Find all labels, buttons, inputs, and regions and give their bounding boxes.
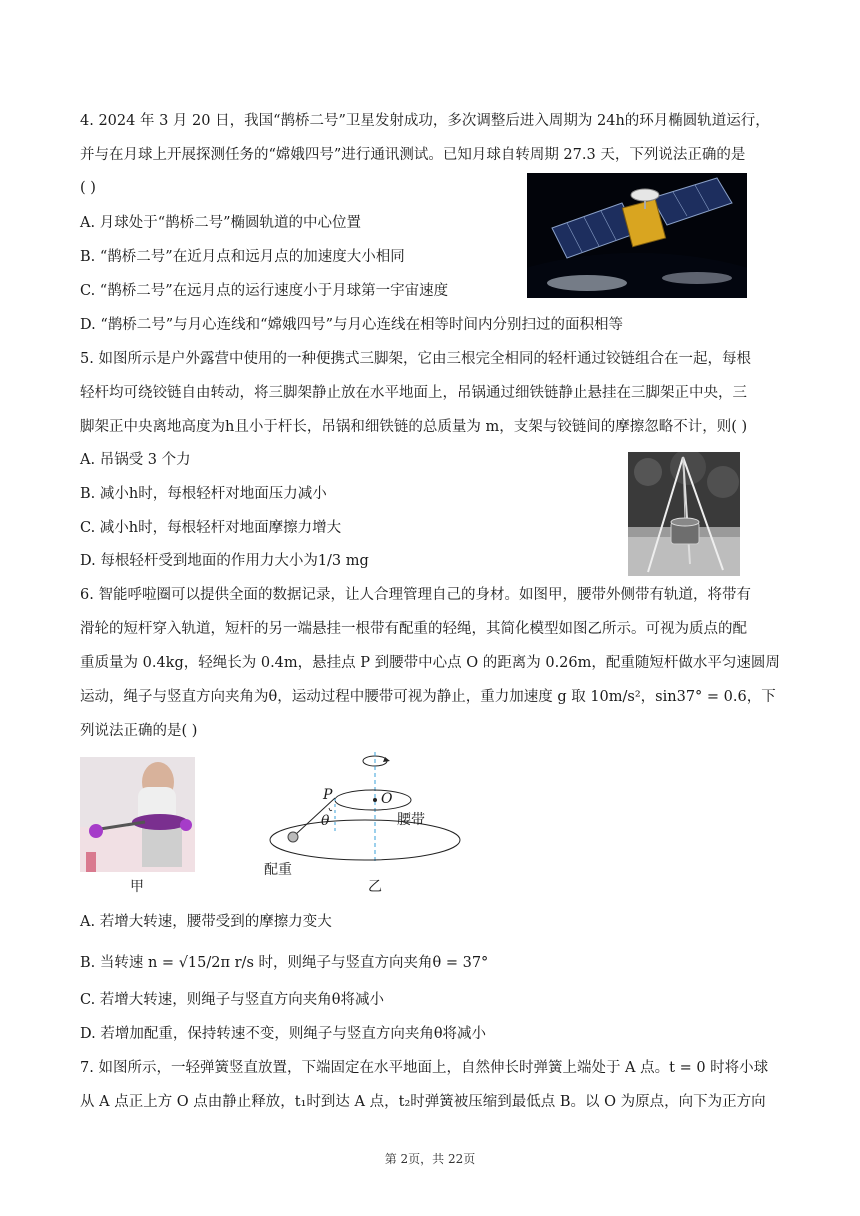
q6-line-2: 滑轮的短杆穿入轨道，短杆的另一端悬挂一根带有配重的轻绳，其简化模型如图乙所示。可视为质点的配 bbox=[80, 621, 747, 637]
q7-line-1: 7. 如图所示，一轻弹簧竖直放置，下端固定在水平地面上，自然伸长时弹簧上端处于 A 点。t = 0 时将小球 bbox=[80, 1060, 769, 1076]
page-footer: 第 2页，共 22页 bbox=[384, 1152, 476, 1166]
label-weight: 配重 bbox=[264, 862, 292, 878]
fig-jia-caption: 甲 bbox=[130, 879, 144, 895]
q6-line-1: 6. 智能呼啦圈可以提供全面的数据记录，让人合理管理自己的身材。如图甲，腰带外侧带有轨道，将带有 bbox=[80, 587, 751, 603]
q4-line-2: 并与在月球上开展探测任务的“嫦娥四号”进行通讯测试。已知月球自转周期 27.3 天，下列说法正确的是 bbox=[80, 147, 746, 163]
label-o: O bbox=[381, 791, 393, 807]
label-belt: 腰带 bbox=[397, 812, 425, 828]
q5-option-b: B. 减小h时，每根轻杆对地面压力减小 bbox=[80, 486, 327, 502]
q6-line-3: 重质量为 0.4kg，轻绳长为 0.4m，悬挂点 P 到腰带中心点 O 的距离为 0.26m，配重随短杆做水平匀速圆周 bbox=[80, 655, 780, 671]
q4-option-c: C. “鹊桥二号”在远月点的运行速度小于月球第一宇宙速度 bbox=[80, 283, 449, 299]
q6-option-a: A. 若增大转速，腰带受到的摩擦力变大 bbox=[80, 914, 332, 930]
hula-hoop-photo bbox=[80, 757, 195, 872]
q5-line-2: 轻杆均可绕铰链自由转动，将三脚架静止放在水平地面上，吊锅通过细铁链静止悬挂在三脚架正中央，三 bbox=[80, 385, 747, 401]
q5-line-3: 脚架正中央离地高度为h且小于杆长，吊锅和细铁链的总质量为 m，支架与铰链间的摩擦忽略不计，则( ) bbox=[80, 419, 748, 435]
q4-option-b: B. “鹊桥二号”在近月点和远月点的加速度大小相同 bbox=[80, 249, 405, 265]
q6-line-4: 运动，绳子与竖直方向夹角为θ，运动过程中腰带可视为静止，重力加速度 g 取 10m/s²，sin37° = 0.6，下 bbox=[80, 689, 776, 705]
q6-line-5: 列说法正确的是( ) bbox=[80, 723, 198, 739]
q5-option-c: C. 减小h时，每根轻杆对地面摩擦力增大 bbox=[80, 520, 342, 536]
q6-option-b: B. 当转速 n = √15/2π r/s 时，则绳子与竖直方向夹角θ = 37° bbox=[80, 955, 489, 971]
satellite-image bbox=[527, 173, 747, 298]
label-theta: θ bbox=[321, 813, 330, 829]
tripod-image bbox=[628, 452, 740, 576]
label-p: P bbox=[323, 787, 333, 803]
q7-line-2: 从 A 点正上方 O 点由静止释放，t₁时到达 A 点，t₂时弹簧被压缩到最低点 B。以 O 为原点，向下为正方向 bbox=[80, 1094, 766, 1110]
q4-line-1: 4. 2024 年 3 月 20 日，我国“鹊桥二号”卫星发射成功，多次调整后进入周期为 24h的环月椭圆轨道运行， bbox=[80, 113, 770, 129]
q5-line-1: 5. 如图所示是户外露营中使用的一种便携式三脚架，它由三根完全相同的轻杆通过铰链组合在一起，每根 bbox=[80, 351, 751, 367]
q6-option-d: D. 若增加配重，保持转速不变，则绳子与竖直方向夹角θ将减小 bbox=[80, 1026, 487, 1042]
fig-yi-caption: 乙 bbox=[368, 879, 382, 895]
q6-option-c: C. 若增大转速，则绳子与竖直方向夹角θ将减小 bbox=[80, 992, 385, 1008]
q5-option-a: A. 吊锅受 3 个力 bbox=[80, 452, 191, 468]
q4-line-3: ( ) bbox=[80, 180, 96, 196]
q4-option-d: D. “鹊桥二号”与月心连线和“嫦娥四号”与月心连线在相等时间内分别扫过的面积相等 bbox=[80, 317, 623, 333]
q5-option-d: D. 每根轻杆受到地面的作用力大小为1/3 mg bbox=[80, 553, 369, 569]
q4-option-a: A. 月球处于“鹊桥二号”椭圆轨道的中心位置 bbox=[80, 215, 362, 231]
